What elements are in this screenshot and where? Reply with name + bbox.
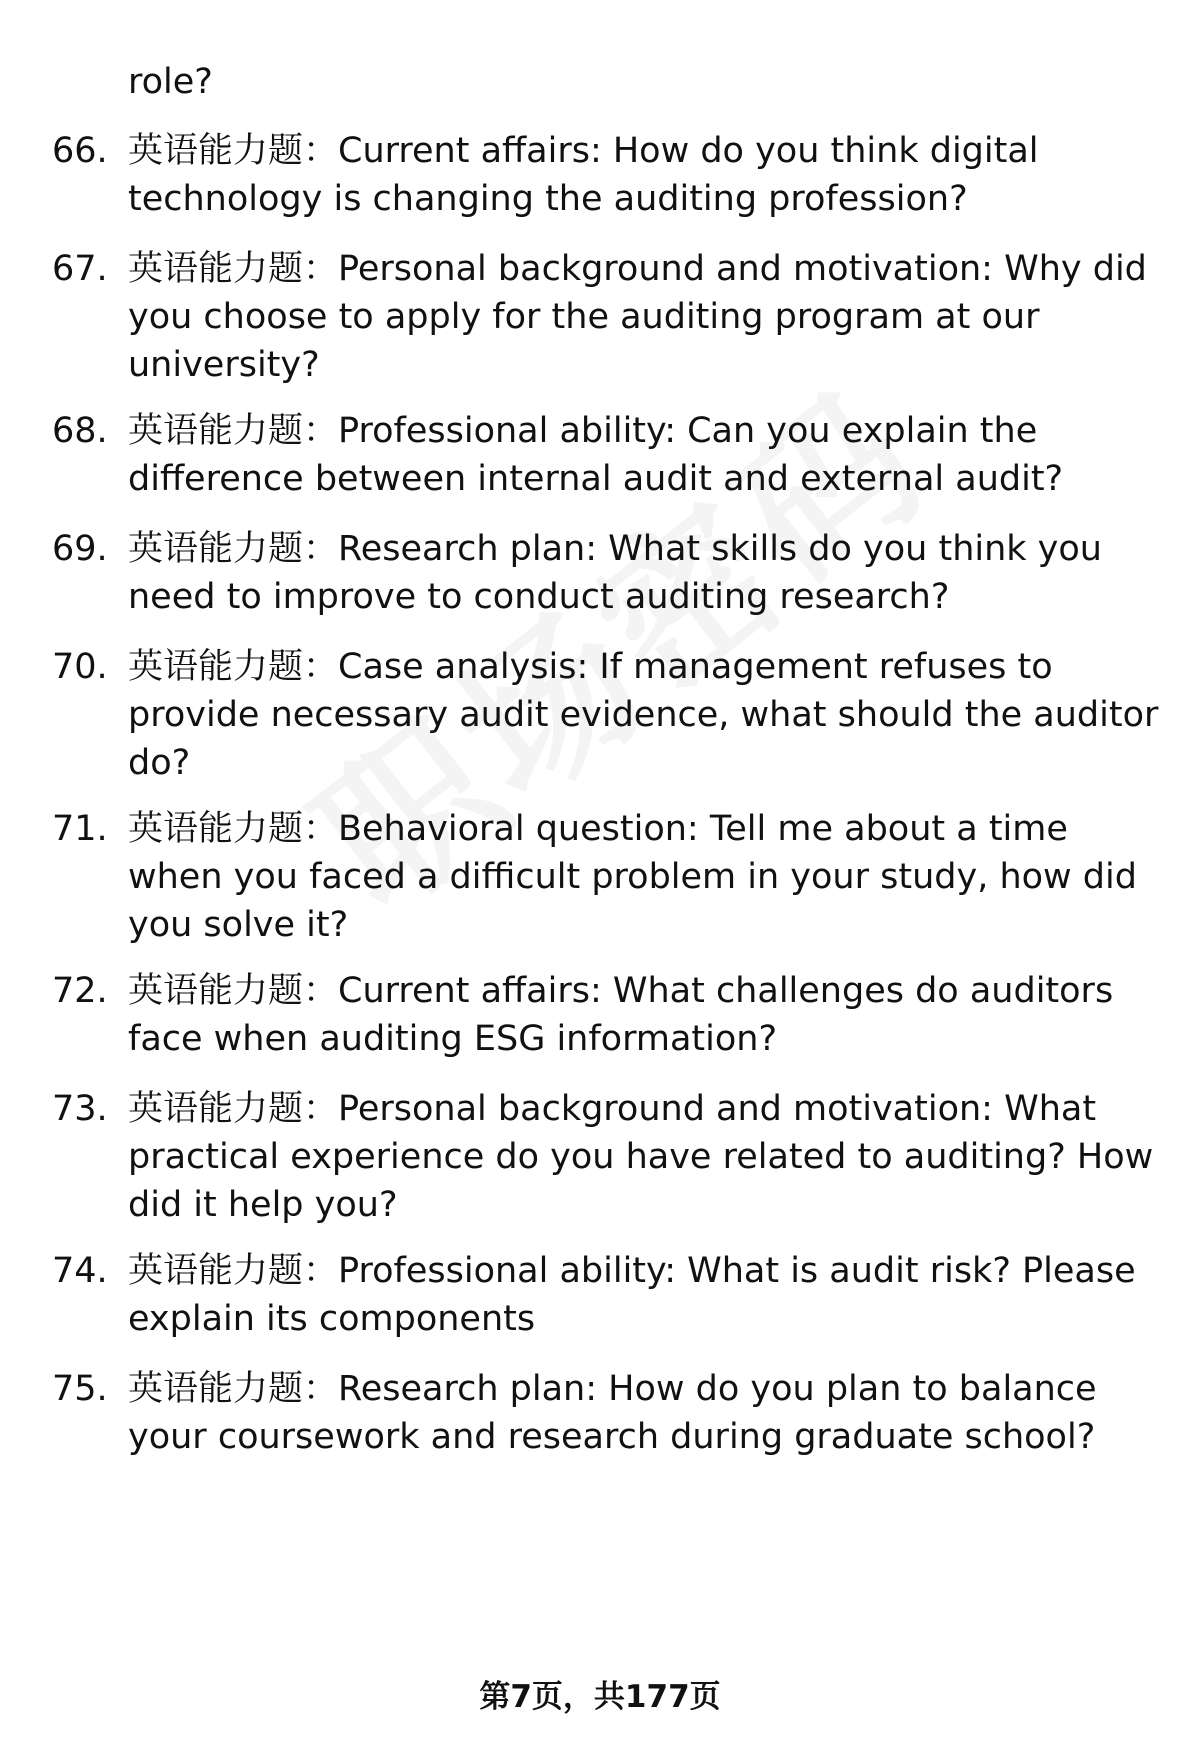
question-text-line: did it help you?	[128, 1185, 398, 1225]
question-text-line: face when auditing ESG information?	[128, 1019, 778, 1059]
question-text-line: 英语能力题：Research plan: How do you plan to balance	[128, 1369, 1097, 1409]
question-text-line: 英语能力题：Case analysis: If management refuses to	[128, 647, 1053, 687]
question-number: 73.	[52, 1089, 108, 1129]
question-number: 70.	[52, 647, 108, 687]
question-text-line: 英语能力题：Professional ability: What is audit risk? Please	[128, 1251, 1136, 1291]
question-text-line: university?	[128, 345, 320, 385]
question-text-line: your coursework and research during graduate school?	[128, 1417, 1096, 1457]
question-number: 69.	[52, 529, 108, 569]
question-number: 74.	[52, 1251, 108, 1291]
question-text-line: provide necessary audit evidence, what should the auditor	[128, 695, 1159, 735]
question-text-line: 英语能力题：Research plan: What skills do you think you	[128, 529, 1102, 569]
question-text-line: 英语能力题：Personal background and motivation: Why did	[128, 249, 1147, 289]
question-text-line: 英语能力题：Current affairs: How do you think digital	[128, 131, 1039, 171]
question-text-line: 英语能力题：Personal background and motivation: What	[128, 1089, 1097, 1129]
question-text-line: practical experience do you have related to auditing? How	[128, 1137, 1154, 1177]
page-number-footer: 第7页，共177页	[479, 1679, 721, 1715]
question-number: 75.	[52, 1369, 108, 1409]
question-number: 67.	[52, 249, 108, 289]
question-number: 66.	[52, 131, 108, 171]
question-text-line: when you faced a difficult problem in your study, how did	[128, 857, 1137, 897]
question-number: 71.	[52, 809, 108, 849]
question-text-line: do?	[128, 743, 191, 783]
question-text-line: explain its components	[128, 1299, 536, 1339]
question-text-line: need to improve to conduct auditing research?	[128, 577, 950, 617]
question-number: 72.	[52, 971, 108, 1011]
question-text-line: 英语能力题：Behavioral question: Tell me about a time	[128, 809, 1068, 849]
continuation-text: role?	[128, 62, 213, 102]
question-text-line: you solve it?	[128, 905, 349, 945]
question-text-line: 英语能力题：Current affairs: What challenges do auditors	[128, 971, 1114, 1011]
question-text-line: 英语能力题：Professional ability: Can you explain the	[128, 411, 1038, 451]
question-text-line: difference between internal audit and external audit?	[128, 459, 1064, 499]
question-number: 68.	[52, 411, 108, 451]
question-text-line: technology is changing the auditing profession?	[128, 179, 968, 219]
question-text-line: you choose to apply for the auditing program at our	[128, 297, 1040, 337]
